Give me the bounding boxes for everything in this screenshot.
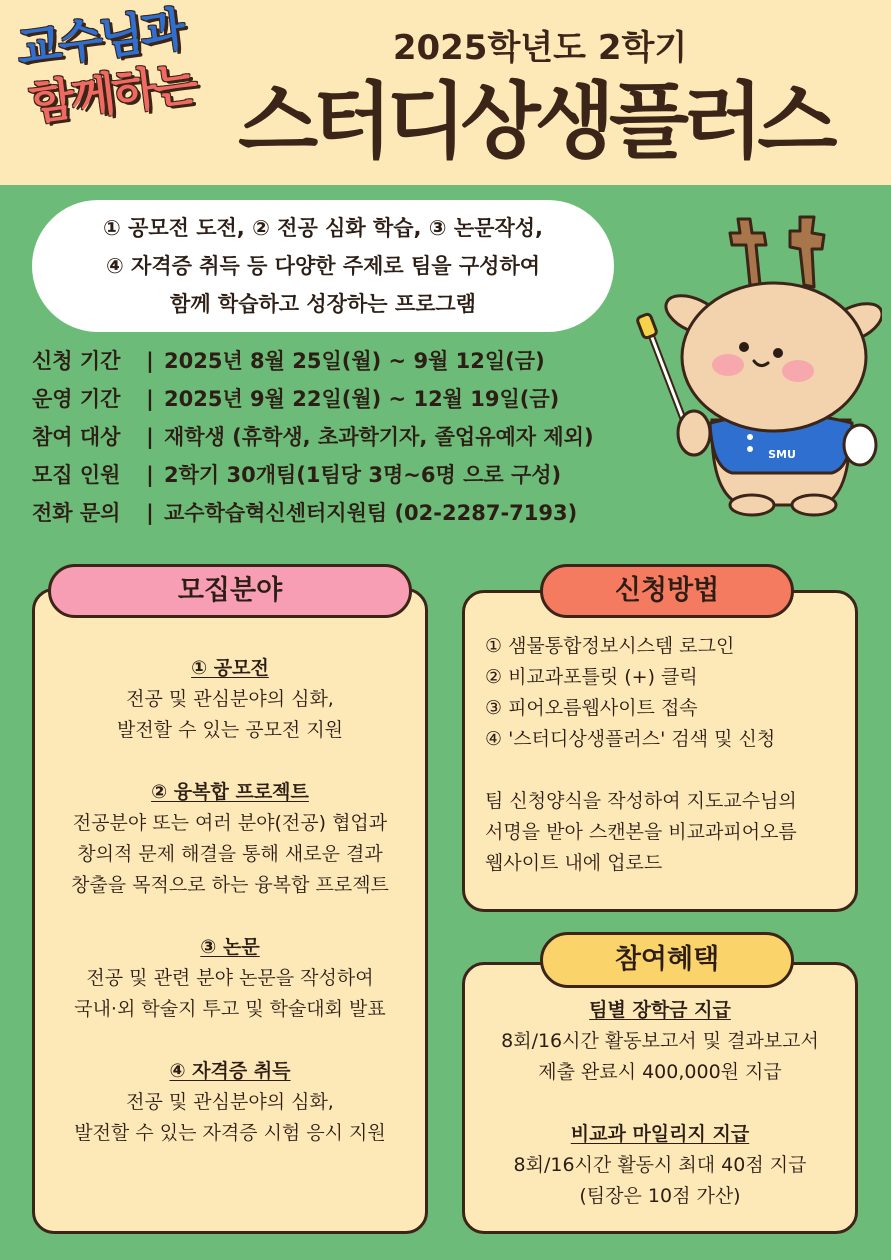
info-value: 2025년 9월 22일(월) ~ 12월 19일(금)	[164, 387, 560, 411]
recruit-item-heading: ① 공모전	[191, 657, 269, 679]
program-logo	[14, 1, 198, 131]
recruit-item-line: 발전할 수 있는 자격증 시험 응시 지원	[74, 1122, 386, 1144]
benefit-title: 참여혜택	[540, 932, 794, 988]
recruit-item-line: 전공 및 관심분야의 심화,	[126, 1091, 334, 1113]
info-label: 전화 문의	[32, 501, 121, 525]
info-row-recruit-count	[32, 456, 594, 494]
info-label: 모집 인원	[32, 463, 121, 487]
semester-label: 2025학년도 2학기	[392, 28, 688, 68]
apply-method-content	[485, 631, 845, 879]
apply-step: ② 비교과포틀릿 (+) 클릭	[485, 666, 698, 688]
logo-line-1: 교수님과	[14, 1, 186, 76]
benefit-heading: 팀별 장학금 지급	[589, 999, 731, 1021]
apply-note-line: 웹사이트 내에 업로드	[485, 852, 663, 874]
benefit-line: (팀장은 10점 가산)	[579, 1185, 741, 1207]
benefit-heading: 비교과 마일리지 지급	[570, 1123, 750, 1145]
info-separator: |	[146, 349, 154, 373]
benefit-line: 8회/16시간 활동시 최대 40점 지급	[513, 1154, 807, 1176]
info-value: 2025년 8월 25일(월) ~ 9월 12일(금)	[164, 349, 545, 373]
info-value: 2학기 30개팀(1팀당 3명~6명 으로 구성)	[164, 463, 562, 487]
info-separator: |	[146, 501, 154, 525]
recruit-item-heading: ② 융복합 프로젝트	[151, 781, 309, 803]
apply-step: ① 샘물통합정보시스템 로그인	[485, 635, 735, 657]
info-label: 운영 기간	[32, 387, 121, 411]
info-row-operation-period	[32, 380, 594, 418]
apply-step: ④ '스터디상생플러스' 검색 및 신청	[485, 728, 776, 750]
recruit-item-heading: ③ 논문	[200, 936, 260, 958]
recruit-item-line: 발전할 수 있는 공모전 지원	[116, 719, 344, 741]
recruit-fields-panel	[32, 588, 428, 1234]
recruit-item-heading: ④ 자격증 취득	[169, 1060, 291, 1082]
info-row-contact	[32, 494, 594, 532]
info-row-target	[32, 418, 594, 456]
recruit-fields-content	[35, 653, 425, 1149]
apply-note-line: 서명을 받아 스캔본을 비교과피어오름	[485, 821, 797, 843]
info-separator: |	[146, 425, 154, 449]
info-value: 교수학습혁신센터지원팀 (02-2287-7193)	[164, 501, 578, 525]
benefit-line: 제출 완료시 400,000원 지급	[538, 1061, 782, 1083]
apply-method-title: 신청방법	[540, 564, 794, 618]
info-label: 참여 대상	[32, 425, 121, 449]
info-list	[32, 342, 594, 532]
benefit-line: 8회/16시간 활동보고서 및 결과보고서	[501, 1030, 819, 1052]
benefit-panel	[462, 962, 858, 1234]
info-row-apply-period	[32, 342, 594, 380]
info-separator: |	[146, 387, 154, 411]
intro-line-1: ① 공모전 도전, ② 전공 심화 학습, ③ 논문작성,	[102, 216, 544, 240]
recruit-item-line: 전공 및 관심분야의 심화,	[126, 688, 334, 710]
info-label: 신청 기간	[32, 349, 121, 373]
recruit-item-line: 창의적 문제 해결을 통해 새로운 결과	[77, 843, 383, 865]
apply-step: ③ 피어오름웹사이트 접속	[485, 697, 698, 719]
intro-line-3: 함께 학습하고 성장하는 프로그램	[170, 292, 476, 316]
recruit-item-line: 전공분야 또는 여러 분야(전공) 협업과	[72, 812, 388, 834]
recruit-fields-title: 모집분야	[48, 564, 412, 618]
apply-method-panel	[462, 590, 858, 912]
info-value: 재학생 (휴학생, 초과학기자, 졸업유예자 제외)	[164, 425, 594, 449]
program-title: 스터디상생플러스	[238, 73, 832, 170]
apply-note-line: 팀 신청양식을 작성하여 지도교수님의	[485, 790, 797, 812]
recruit-item-line: 창출을 목적으로 하는 융복합 프로젝트	[71, 874, 389, 896]
mascot-shirt-badge: SMU	[768, 448, 796, 461]
info-separator: |	[146, 463, 154, 487]
intro-bubble	[32, 200, 614, 332]
logo-line-2: 함께하는	[26, 56, 198, 131]
header-banner	[0, 0, 891, 185]
deer-mascot-illustration	[632, 205, 882, 520]
intro-line-2: ④ 자격증 취득 등 다양한 주제로 팀을 구성하여	[105, 254, 541, 278]
recruit-item-line: 국내·외 학술지 투고 및 학술대회 발표	[74, 998, 386, 1020]
recruit-item-line: 전공 및 관련 분야 논문을 작성하여	[86, 967, 374, 989]
benefit-content	[465, 995, 855, 1212]
